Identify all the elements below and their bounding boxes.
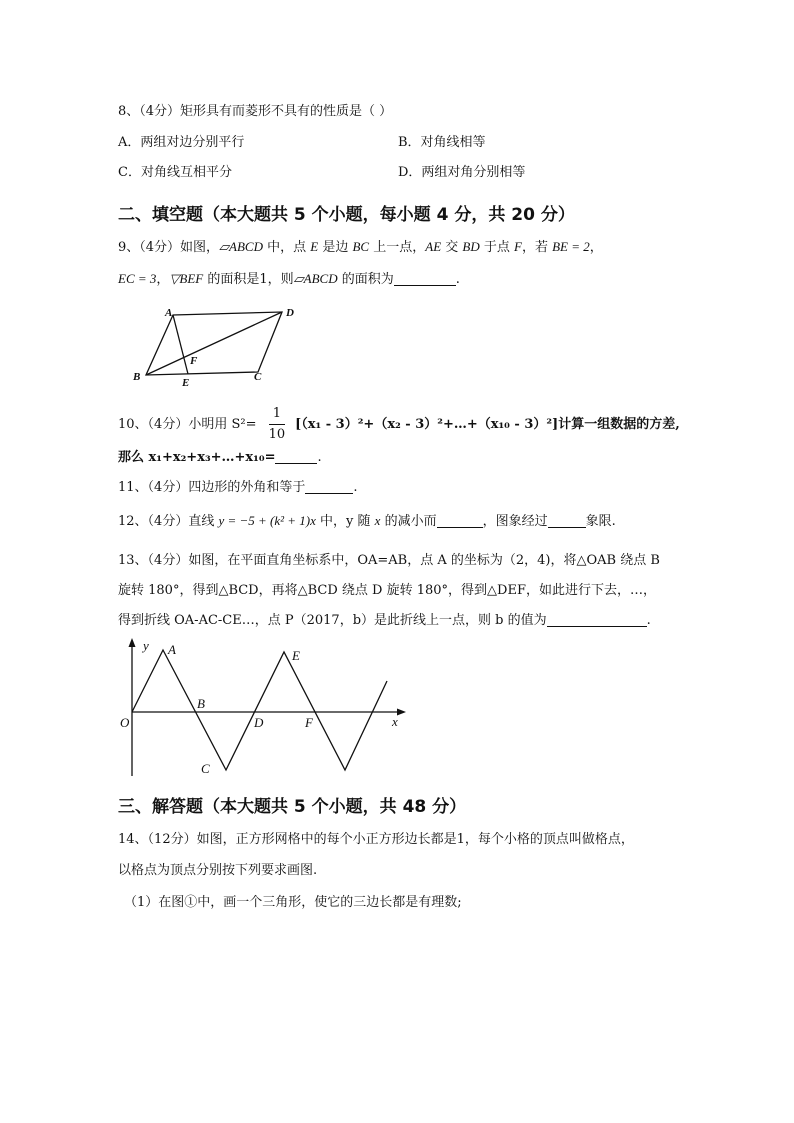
section-3-heading: 三、解答题（本大题共 5 个小题，共 48 分）: [118, 797, 467, 817]
q12-answer-blank-1[interactable]: [437, 513, 483, 528]
q9-parallelogram-figure: [130, 300, 310, 392]
q13-line-2: 旋转 180°，得到△BCD，再将△BCD 绕点 D 旋转 180°，得到△DEF，如此进行下去，…，: [118, 583, 656, 598]
q8-stem: 8、（4分）矩形具有而菱形不具有的性质是（ ）: [118, 104, 393, 119]
q9-seg-bd: BD: [462, 239, 480, 254]
q10-prefix: 10、（4分）小明用 S²=: [118, 417, 261, 432]
q9-text: 的面积是1，则: [203, 272, 294, 287]
q11-end: .: [353, 480, 358, 495]
label-a: A: [165, 307, 173, 319]
label-c: C: [254, 371, 262, 383]
q9-point-f: F: [514, 239, 522, 254]
q9-seg-bc: BC: [352, 239, 370, 254]
q12-line: [118, 512, 616, 531]
label-e: E: [292, 648, 300, 663]
q8-option-c: C．对角线互相平分: [118, 165, 232, 180]
zigzag-polyline: [132, 650, 387, 770]
segment-bd: [146, 312, 282, 375]
q11-text: 11、（4分）四边形的外角和等于: [118, 480, 306, 495]
q10-text: .: [317, 450, 322, 465]
q9-text: 的面积为: [337, 272, 394, 287]
q9-text: ，: [156, 272, 170, 287]
q9-triangle: ▽BEF: [169, 271, 204, 286]
q14-part-1: （1）在图①中，画一个三角形，使它的三边长都是有理数;: [124, 895, 462, 910]
q13-answer-blank[interactable]: [547, 612, 647, 627]
q12-x: x: [374, 513, 381, 528]
label-a: A: [168, 642, 176, 657]
q9-text: 于点: [479, 240, 515, 255]
q9-point-e: E: [310, 239, 319, 254]
q10-line-1: [118, 406, 680, 442]
q11-line: [118, 479, 357, 497]
label-y: y: [143, 638, 149, 653]
q10-answer-blank[interactable]: [275, 449, 317, 464]
q13-line-1: 13、（4分）如图，在平面直角坐标系中，OA=AB，点 A 的坐标为（2，4)，将△OAB 绕点 B: [118, 553, 660, 568]
q9-text: 交: [441, 240, 463, 255]
q8-option-d: D．两组对角分别相等: [398, 165, 526, 180]
q13-polyline-figure: [112, 636, 412, 778]
q9-parallelogram-2: ▱ABCD: [293, 271, 338, 286]
q9-line-2: [118, 270, 460, 289]
q9-text: 上一点，: [369, 240, 426, 255]
y-axis-arrow: [129, 638, 136, 647]
label-d: D: [254, 715, 264, 730]
q9-ec-value: EC = 3: [118, 271, 157, 286]
q12-text: 中，y 随: [315, 514, 375, 529]
q9-text: ，若: [521, 240, 553, 255]
q12-prefix: 12、（4分）直线: [118, 514, 219, 529]
label-f: F: [305, 715, 313, 730]
q9-parallelogram: ▱ABCD: [219, 239, 263, 254]
q9-text: 是边: [318, 240, 353, 255]
q9-seg-ae: AE: [425, 239, 442, 254]
q8-option-b: B．对角线相等: [398, 135, 486, 150]
label-e: E: [182, 377, 190, 389]
label-b: B: [197, 696, 205, 711]
q12-text: ，图象经过: [482, 514, 548, 529]
label-x: x: [392, 714, 398, 729]
q9-answer-blank[interactable]: [394, 271, 456, 286]
section-2-heading: 二、填空题（本大题共 5 个小题，每小题 4 分，共 20 分）: [118, 205, 575, 225]
q10-sum: 那么 x₁+x₂+x₃+…+x₁₀=: [118, 450, 276, 465]
label-b: B: [133, 371, 141, 383]
q9-text: .: [455, 272, 460, 287]
q10-denominator: 10: [268, 427, 286, 442]
q13-end: .: [646, 613, 651, 628]
q10-numerator: 1: [269, 406, 286, 425]
q10-formula: [（x₁ - 3）²+（x₂ - 3）²+…+（x₁₀ - 3）²]计算一组数据的方差,: [295, 417, 680, 432]
segment-ae: [173, 315, 188, 374]
q10-fraction: [269, 406, 286, 443]
q14-line-1: 14、（12分）如图，正方形网格中的每个小正方形边长都是1，每个小格的顶点叫做格点，: [118, 832, 634, 847]
label-o: O: [120, 715, 130, 730]
q12-text: 的减小而: [380, 514, 437, 529]
label-d: D: [286, 307, 294, 319]
q9-be-value: BE = 2: [552, 239, 590, 254]
q13-line-3: [118, 612, 651, 630]
q9-line-1: [118, 238, 603, 257]
q10-line-2: [118, 449, 322, 467]
x-axis-arrow: [397, 709, 406, 716]
q14-line-2: 以格点为顶点分别按下列要求画图.: [118, 863, 318, 878]
q8-option-a: A．两组对边分别平行: [118, 135, 245, 150]
q9-text: ，: [589, 240, 603, 255]
q12-formula: y = −5 + (k² + 1)x: [218, 513, 316, 528]
label-c: C: [201, 761, 210, 776]
q9-text: 中，点: [263, 240, 311, 255]
q12-text: 象限.: [585, 514, 616, 529]
q13-text: 得到折线 OA-AC-CE…，点 P（2017，b）是此折线上一点，则 b 的值为: [118, 613, 547, 628]
q12-answer-blank-2[interactable]: [548, 513, 586, 528]
q11-answer-blank[interactable]: [305, 479, 353, 494]
label-f: F: [190, 355, 198, 367]
q9-prefix: 9、（4分）如图，: [118, 240, 220, 255]
